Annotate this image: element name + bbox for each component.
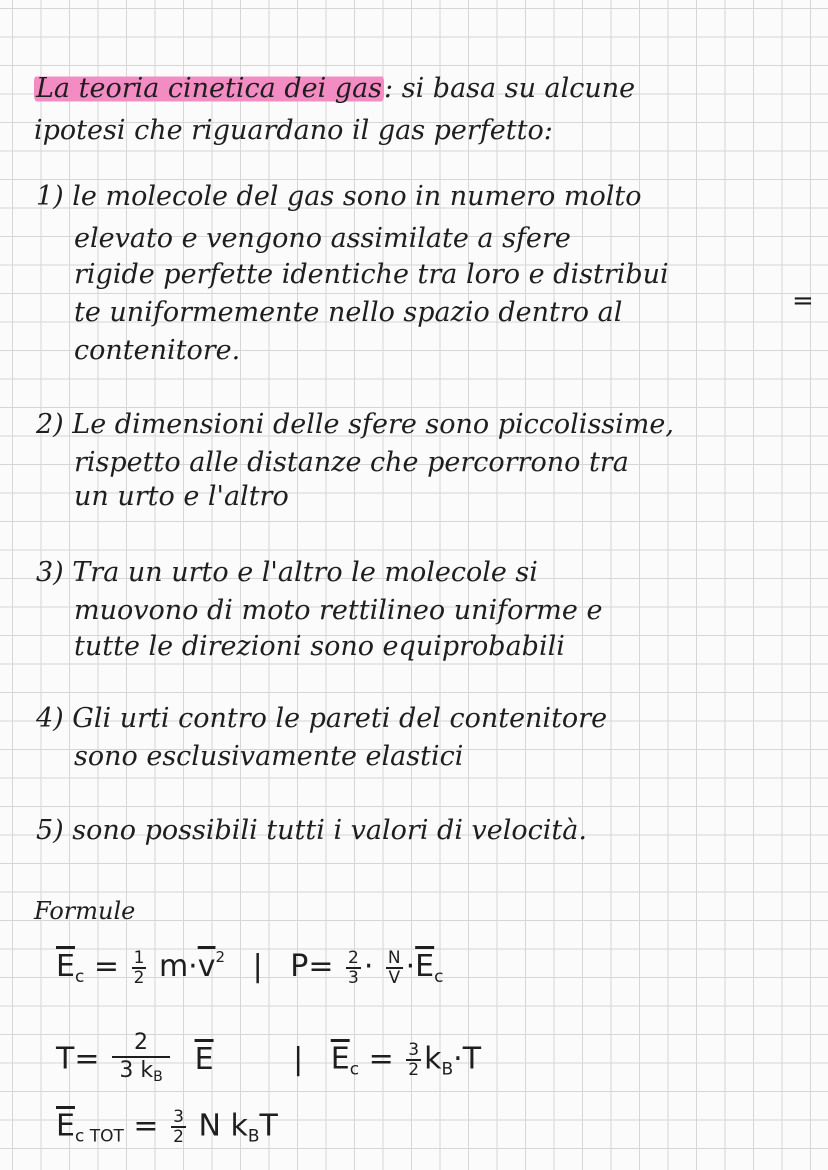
f3-separator: | (293, 1041, 304, 1077)
f1-separator: | (252, 949, 263, 984)
f5-k-sub: B (247, 1126, 260, 1147)
f1-sub: c (74, 967, 85, 987)
f4-k-sub: B (441, 1059, 454, 1080)
f4-sub: c (349, 1059, 360, 1080)
f4-lhs: $\overline{E}$ (330, 1041, 350, 1077)
hyp1-line2: elevato e vengono assimilate a sfere (74, 223, 571, 254)
hyp1-line4: te uniformemente nello spazio dentro al (74, 297, 623, 328)
hyp4-line1: 4) Gli urti contro le pareti del contenitore (36, 703, 608, 734)
f4-frac: $\frac{3}{2}$ (408, 1040, 420, 1080)
formule-heading: Formule (34, 897, 136, 925)
hyp2-line1: 2) Le dimensioni delle sfere sono piccolissime, (36, 409, 674, 440)
f1-m: m· (158, 949, 198, 984)
title-line (34, 72, 635, 106)
f4-k: k (424, 1041, 442, 1077)
f2-sub: c (434, 967, 444, 987)
hyp3-line2: muovono di moto rettilineo uniforme e (74, 595, 603, 626)
hyp3-line3: tutte le direzioni sono equiprobabili (74, 631, 565, 662)
f5-sub: c TOT (74, 1126, 124, 1147)
f5-rest: N k (198, 1108, 248, 1144)
f3-eq: = (74, 1041, 100, 1077)
title-rest: : si basa su alcune (384, 73, 636, 104)
f5-eq: = (133, 1108, 159, 1144)
hyp1-line5: contenitore. (74, 335, 241, 366)
f3-frac: $\frac{2}{3 k_B}$ (112, 1030, 170, 1090)
f5-T: T (259, 1108, 278, 1144)
f1-lhs: $\overline{E}$ (56, 949, 75, 984)
formula-row-3 (56, 1108, 278, 1147)
f3-lhs: T (56, 1041, 75, 1077)
f5-frac: $\frac{3}{2}$ (173, 1107, 184, 1147)
f2-lhs: P (290, 949, 309, 984)
intro-line: ipotesi che riguardano il gas perfetto: (34, 115, 553, 146)
f2-frac: $\frac{2}{3}$ (348, 947, 359, 988)
hyp1-line3: rigide perfette identiche tra loro e distribui (74, 259, 669, 290)
f1-v: $\overline{v}$ (197, 949, 216, 984)
title-highlight: La teoria cinetica dei gas (36, 73, 383, 104)
hyp2-line3: un urto e l'altro (74, 481, 289, 512)
hyphen-mark: = (792, 286, 814, 316)
f5-lhs: $\overline{E}$ (56, 1108, 75, 1144)
f2-frac-nv: $\frac{N}{V}$ (387, 947, 401, 988)
f1-eq: = (93, 949, 120, 984)
hyp3-line1: 3) Tra un urto e l'altro le molecole si (36, 557, 538, 588)
hyp2-line2: rispetto alle distanze che percorrono tra (74, 447, 629, 478)
f4-T: ·T (453, 1041, 482, 1077)
f2-eq: = (308, 949, 334, 984)
hyp5-line1: 5) sono possibili tutti i valori di velocità. (36, 815, 587, 846)
f4-eq: = (368, 1041, 394, 1077)
formula-row-2 (56, 1030, 481, 1090)
f1-frac: $\frac{1}{2}$ (133, 947, 145, 988)
f1-exp: 2 (215, 948, 226, 966)
hyp1-line1: 1) le molecole del gas sono in numero molto (36, 181, 642, 212)
hyp4-line2: sono esclusivamente elastici (74, 741, 464, 772)
f3-E: $\overline{E}$ (194, 1041, 214, 1077)
formula-row-1: $\overline{E}_c$ = $\frac{1}{2}$ $m\cdot\overline{v}^2$ | P= $\frac{2}{3}$ · $\frac{N}{V}$ $\cdot\overline{E}_c$ (56, 947, 444, 988)
f2-E: $\overline{E}$ (415, 949, 435, 984)
